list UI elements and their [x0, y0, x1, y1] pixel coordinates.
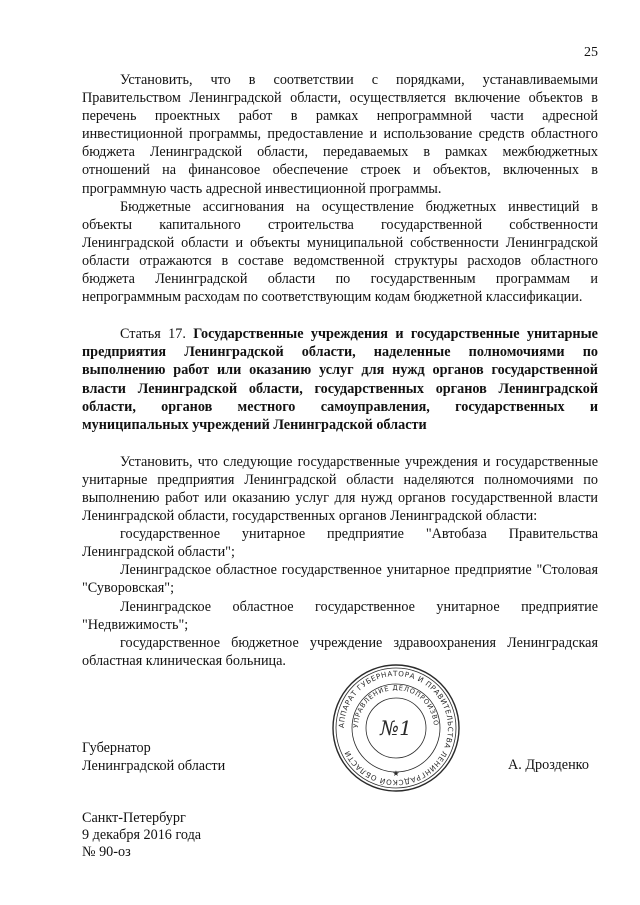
- article-body: [82, 453, 598, 670]
- list-item: государственное унитарное предприятие "Автобаза Правительства Ленинградской области";: [82, 526, 598, 561]
- official-seal: [330, 662, 462, 794]
- spacer: [82, 434, 598, 453]
- body-text: [82, 71, 598, 670]
- document-footer: [82, 810, 201, 861]
- list-item: государственное бюджетное учреждение здравоохранения Ленинградская областная клиническая больница.: [82, 634, 598, 669]
- seal-graphic: [330, 662, 462, 794]
- page-number: 25: [584, 45, 598, 60]
- footer-date: 9 декабря 2016 года: [82, 827, 202, 843]
- article-intro: Установить, что следующие государственные учреждения и государственные унитарные предприятия Ленинградской области наделяются полномочиями по выполнению работ или оказанию услуг для нужд органов государственной власти Ленинградской области, государственных органов Ленинградской области:: [82, 453, 598, 525]
- spacer: [82, 306, 598, 325]
- footer-city: Санкт-Петербург: [82, 810, 186, 826]
- seal-center-number: №1: [380, 716, 412, 740]
- seal-inner-text: УПРАВЛЕНИЕ ДЕЛОПРОИЗВО: [351, 683, 441, 729]
- seal-star-icon: ★: [392, 769, 400, 778]
- signatory-name: А. Дрозденко: [508, 757, 589, 773]
- paragraph-1: Установить, что в соответствии с порядками, устанавливаемыми Правительством Ленинградской области, осуществляется включение объектов в перечень проектных работ в рамках непрограммной части адресной инвестиционной программы, предоставление и использование средств областного бюджета Ленинградской области, передаваемых в рамках межбюджетных отношений на финансовое обеспечение строек и объектов, включенных в программную часть адресной инвестиционной программы.: [82, 72, 598, 197]
- seal-outer-text: АППАРАТ ГУБЕРНАТОРА И ПРАВИТЕЛЬСТВА ЛЕНИНГРАДСКОЙ ОБЛАСТИ: [336, 668, 456, 788]
- article-prefix: Статья 17.: [120, 326, 194, 343]
- article-title: Государственные учреждения и государственные унитарные предприятия Ленинградской области, наделенные полномочиями по выполнению работ или оказанию услуг для нужд органов государственной власти Ленинградской области, государственных органов Ленинградской области, органов местного самоуправления, государственных и муниципальных учреждений Ленинградской области: [82, 326, 598, 433]
- signatory-title-line2: Ленинградской области: [82, 758, 226, 774]
- paragraph-2: Бюджетные ассигнования на осуществление бюджетных инвестиций в объекты капитального строительства государственной собственности Ленинградской области и объекты муниципальной собственности Ленинградской области отражаются в составе ведомственной структуры расходов областного бюджета Ленинградской области по государственным программам и непрограммным расходам по соответствующим кодам бюджетной классификации.: [82, 198, 598, 306]
- list-item: Ленинградское областное государственное унитарное предприятие "Столовая "Суворовская";: [82, 562, 598, 597]
- signatory-title: [82, 739, 225, 775]
- article-heading: [82, 325, 598, 434]
- signatory-title-line1: Губернатор: [82, 740, 151, 756]
- list-item: Ленинградское областное государственное унитарное предприятие "Недвижимость";: [82, 598, 598, 633]
- footer-number: № 90-оз: [82, 844, 131, 860]
